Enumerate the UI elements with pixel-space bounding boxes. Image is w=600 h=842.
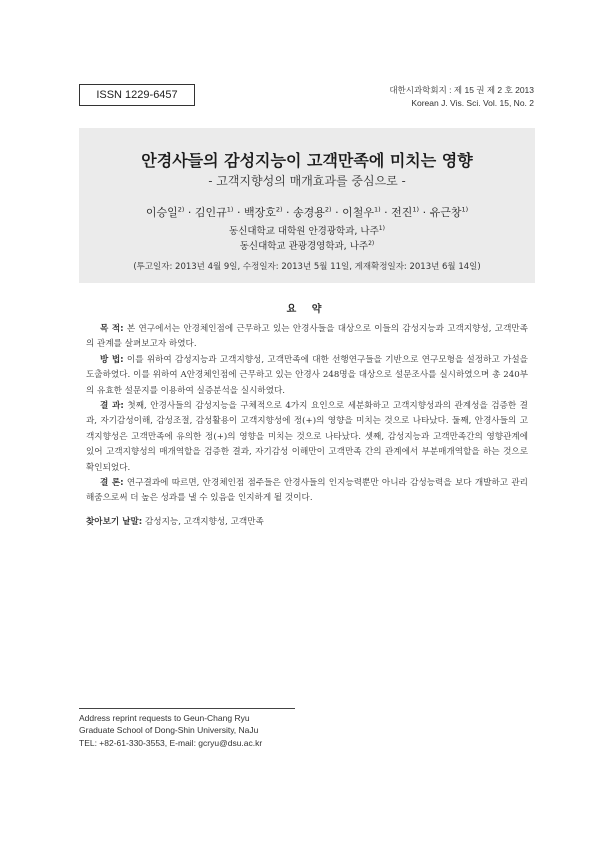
- author-separator: ·: [331, 206, 343, 219]
- affiliation-2-mark: 2): [368, 239, 375, 247]
- abstract-heading: 요 약: [286, 304, 328, 315]
- abstract-methods: [86, 353, 528, 399]
- abstract-results-label: 결 과:: [100, 401, 124, 412]
- issn-box: ISSN 1229-6457: [79, 84, 195, 106]
- footnote-contact: TEL: +82-61-330-3553, E-mail: gcryu@dsu.ac.kr: [79, 737, 263, 748]
- abstract-conclusion-text: 연구결과에 따르면, 안경체인점 점주들은 안경사들의 인지능력뿐만 아니라 감성능력을 보다 개발하고 관리해줌으로써 더 높은 성과를 낼 수 있음을 인지하게 될 것이다.: [86, 478, 528, 504]
- author-separator: ·: [380, 206, 392, 219]
- author-name: 이철우: [342, 206, 374, 219]
- abstract-purpose-text: 본 연구에서는 안경체인점에 근무하고 있는 안경사들을 대상으로 이들의 감성지능과 고객지향성, 고객만족의 관계를 살펴보고자 하였다.: [86, 324, 528, 350]
- affiliation-1-mark: 1): [378, 224, 385, 232]
- abstract-conclusion: [86, 476, 528, 507]
- author-separator: ·: [419, 206, 430, 219]
- affiliation-2-text: 동신대학교 관광경영학과, 나주: [239, 241, 369, 252]
- abstract-results: [86, 399, 528, 476]
- keywords: [86, 515, 264, 527]
- author-separator: ·: [184, 206, 195, 219]
- author-name: 백장호: [243, 206, 276, 219]
- affiliation-2: [79, 238, 535, 252]
- footnote-address: Address reprint requests to Geun-Chang Ryu: [79, 713, 250, 723]
- footnote-divider: [79, 708, 295, 709]
- author-name: 전진: [391, 206, 413, 219]
- submission-dates: (투고일자: 2013년 4월 9일, 수정일자: 2013년 5월 11일, 게재확정일자: 2013년 6월 14일): [133, 262, 481, 272]
- journal-korean: 대한시과학회지 : 제 15 권 제 2 호 2013: [389, 85, 534, 95]
- author-affiliation-mark: 1): [461, 205, 469, 214]
- author-affiliation-mark: 1): [226, 205, 234, 214]
- author-list: [79, 204, 535, 220]
- abstract-purpose-label: 목 적:: [100, 324, 124, 334]
- abstract-conclusion-label: 결 론:: [100, 478, 124, 489]
- keywords-text: 감성지능, 고객지향성, 고객만족: [142, 517, 264, 527]
- footnote-school: Graduate School of Dong-Shin University, NaJu: [79, 725, 259, 736]
- keywords-label: 찾아보기 낱말:: [86, 517, 143, 527]
- title-block: [79, 128, 535, 283]
- author-separator: ·: [282, 206, 294, 219]
- affiliation-1: [79, 223, 535, 237]
- paper-subtitle: - 고객지향성의 매개효과를 중심으로 -: [208, 174, 406, 188]
- author-affiliation-mark: 2): [324, 205, 332, 214]
- abstract-body: [86, 322, 528, 507]
- author-affiliation-mark: 2): [275, 205, 283, 214]
- author-name: 이승일: [145, 206, 178, 219]
- journal-info: [389, 84, 534, 110]
- author-name: 김인규: [194, 206, 227, 219]
- footnote: [79, 712, 262, 749]
- author-affiliation-mark: 1): [373, 205, 381, 214]
- abstract-methods-label: 방 법:: [100, 354, 124, 365]
- author-separator: ·: [233, 206, 244, 219]
- author-affiliation-mark: 1): [412, 205, 420, 214]
- paper-title: 안경사들의 감성지능이 고객만족에 미치는 영향: [141, 151, 473, 170]
- abstract-purpose: [86, 322, 528, 353]
- abstract-results-text: 첫째, 안경사들의 감성지능을 구체적으로 4가지 요인으로 세분화하고 고객지향성과의 관계성을 검증한 결과, 자기감성이해, 감성조절, 감성활용이 고객지향성에 정(+)의 영향을 미치는 것으로 나타났다. 둘째, 안경사들의 고객지향성은 고객만족에 유의한 정(+)의 영향을 미치는 것으로 나타났다. 셋째, 감성지능과 고객만족간의 영향관계에 있어 고객지향성의 매개역할을 검증한 결과, 자기감성 이해만이 고객만족 간의 관계에서 부분매개역할을 하는 것으로 확인되었다.: [86, 401, 528, 473]
- affiliation-1-text: 동신대학교 대학원 안경광학과, 나주: [229, 226, 379, 237]
- abstract-methods-text: 이를 위하여 감성지능과 고객지향성, 고객만족에 대한 선행연구들을 기반으로 연구모형을 설정하고 가설을 도출하였다. 이를 위하여 A안경체인점에 근무하고 있는 안경사 248명을 대상으로 설문조사를 실시하였으며 총 240부의 유효한 설문지를 이용하여 실증분석을 실시하였다.: [86, 354, 528, 396]
- author-name: 송경용: [293, 206, 325, 219]
- author-name: 유근창: [429, 206, 462, 219]
- journal-english: Korean J. Vis. Sci. Vol. 15, No. 2: [411, 98, 534, 108]
- author-affiliation-mark: 2): [177, 205, 185, 214]
